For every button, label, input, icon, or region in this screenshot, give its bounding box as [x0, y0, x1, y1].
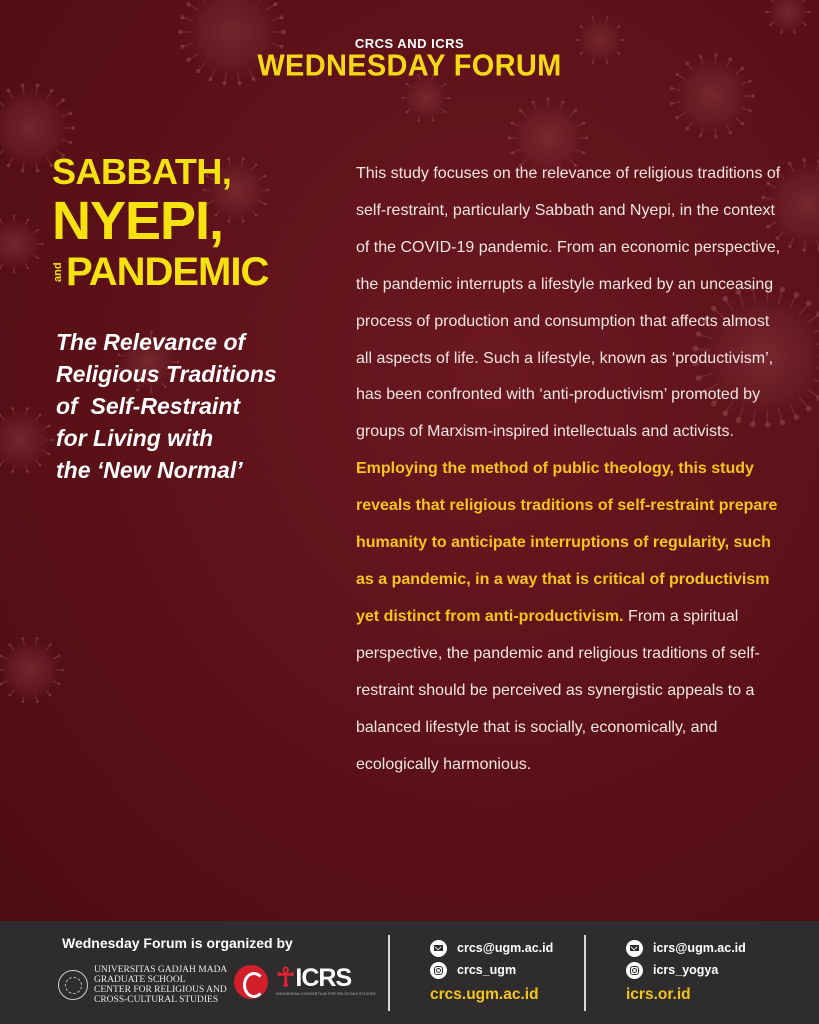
crcs-logo-icon	[234, 965, 268, 999]
title-line-pandemic-row	[52, 250, 332, 294]
virus-particle	[0, 410, 50, 470]
header-kicker: CRCS AND ICRS	[354, 36, 465, 51]
title-line-sabbath: SABBATH,	[52, 151, 232, 192]
ugm-text	[94, 965, 227, 1005]
title-and-word: and	[52, 262, 64, 282]
main-title	[52, 152, 332, 294]
crcs-email-row	[430, 937, 553, 959]
abstract-part-2: From a spiritual perspective, the pandemic and religious traditions of self-restraint should be perceived as synergistic appeals to a balanced lifestyle that is socially, economically, and ecologically harmonious.	[356, 607, 760, 773]
crcs-instagram-row	[430, 959, 553, 981]
ugm-line: CROSS-CULTURAL STUDIES	[94, 995, 219, 1005]
icrs-instagram-row	[626, 959, 746, 981]
footer-divider	[388, 935, 390, 1011]
subtitle-line: The Relevance of	[56, 329, 246, 355]
header-title: WEDNESDAY FORUM	[257, 49, 562, 83]
icrs-website[interactable]: icrs.or.id	[626, 986, 691, 1003]
subtitle-line: the ‘New Normal’	[56, 457, 243, 483]
icrs-email-row	[626, 937, 746, 959]
subtitle-line: for Living with	[56, 425, 214, 451]
virus-particle	[0, 218, 40, 270]
title-line-nyepi: NYEPI,	[52, 191, 224, 251]
ugm-logo	[58, 965, 227, 1005]
icrs-wordmark: ICRS	[295, 964, 352, 992]
ugm-line: UNIVERSITAS GADJAH MADA	[94, 965, 228, 975]
subtitle-line: of Self-Restraint	[56, 393, 241, 419]
subtitle-line: Religious Traditions	[56, 361, 277, 387]
crcs-website[interactable]: crcs.ugm.ac.id	[430, 986, 539, 1003]
icrs-mark-icon: ☥	[276, 963, 296, 992]
icrs-tagline: INDONESIAN CONSORTIUM FOR RELIGIOUS STUDIES	[276, 992, 376, 996]
icrs-instagram[interactable]: icrs_yogya	[653, 963, 719, 977]
organized-by-label: Wednesday Forum is organized by	[62, 935, 293, 951]
virus-particle	[768, 0, 808, 32]
ugm-seal-icon	[58, 970, 88, 1000]
abstract-text	[356, 156, 788, 783]
icrs-contact	[626, 937, 746, 1004]
instagram-icon	[430, 962, 447, 979]
ugm-line: GRADUATE SCHOOL	[94, 975, 186, 985]
ugm-line: CENTER FOR RELIGIOUS AND	[94, 985, 227, 995]
virus-particle	[0, 640, 60, 700]
crcs-email[interactable]: crcs@ugm.ac.id	[457, 941, 554, 955]
abstract-part-1: This study focuses on the relevance of religious traditions of self-restraint, particularly Sabbath and Nyepi, in the context of the COVID-19 pandemic. From an economic perspective, the pandemic interrupts a lifestyle marked by an unceasing process of production and consumption that affects almost all aspects of life. Such a lifestyle, known as ‘productivism’, has been confronted with ‘anti-productivism’ promoted by groups of Marxism-inspired intellectuals and activists.	[356, 165, 781, 441]
crcs-instagram[interactable]: crcs_ugm	[457, 963, 517, 977]
mail-icon	[626, 940, 643, 957]
icrs-logo	[276, 965, 376, 996]
abstract-highlight: Employing the method of public theology, this study reveals that religious traditions of self-restraint prepare humanity to anticipate interruptions of regularity, such as a pandemic, in a way that is critical of productivism yet distinct from anti-productivism.	[356, 460, 778, 625]
icrs-email[interactable]: icrs@ugm.ac.id	[653, 941, 746, 955]
instagram-icon	[626, 962, 643, 979]
crcs-contact	[430, 937, 553, 1004]
footer-divider	[584, 935, 586, 1011]
subtitle	[56, 326, 316, 486]
footer	[0, 921, 819, 1024]
mail-icon	[430, 940, 447, 957]
title-line-pandemic: PANDEMIC	[66, 250, 269, 294]
